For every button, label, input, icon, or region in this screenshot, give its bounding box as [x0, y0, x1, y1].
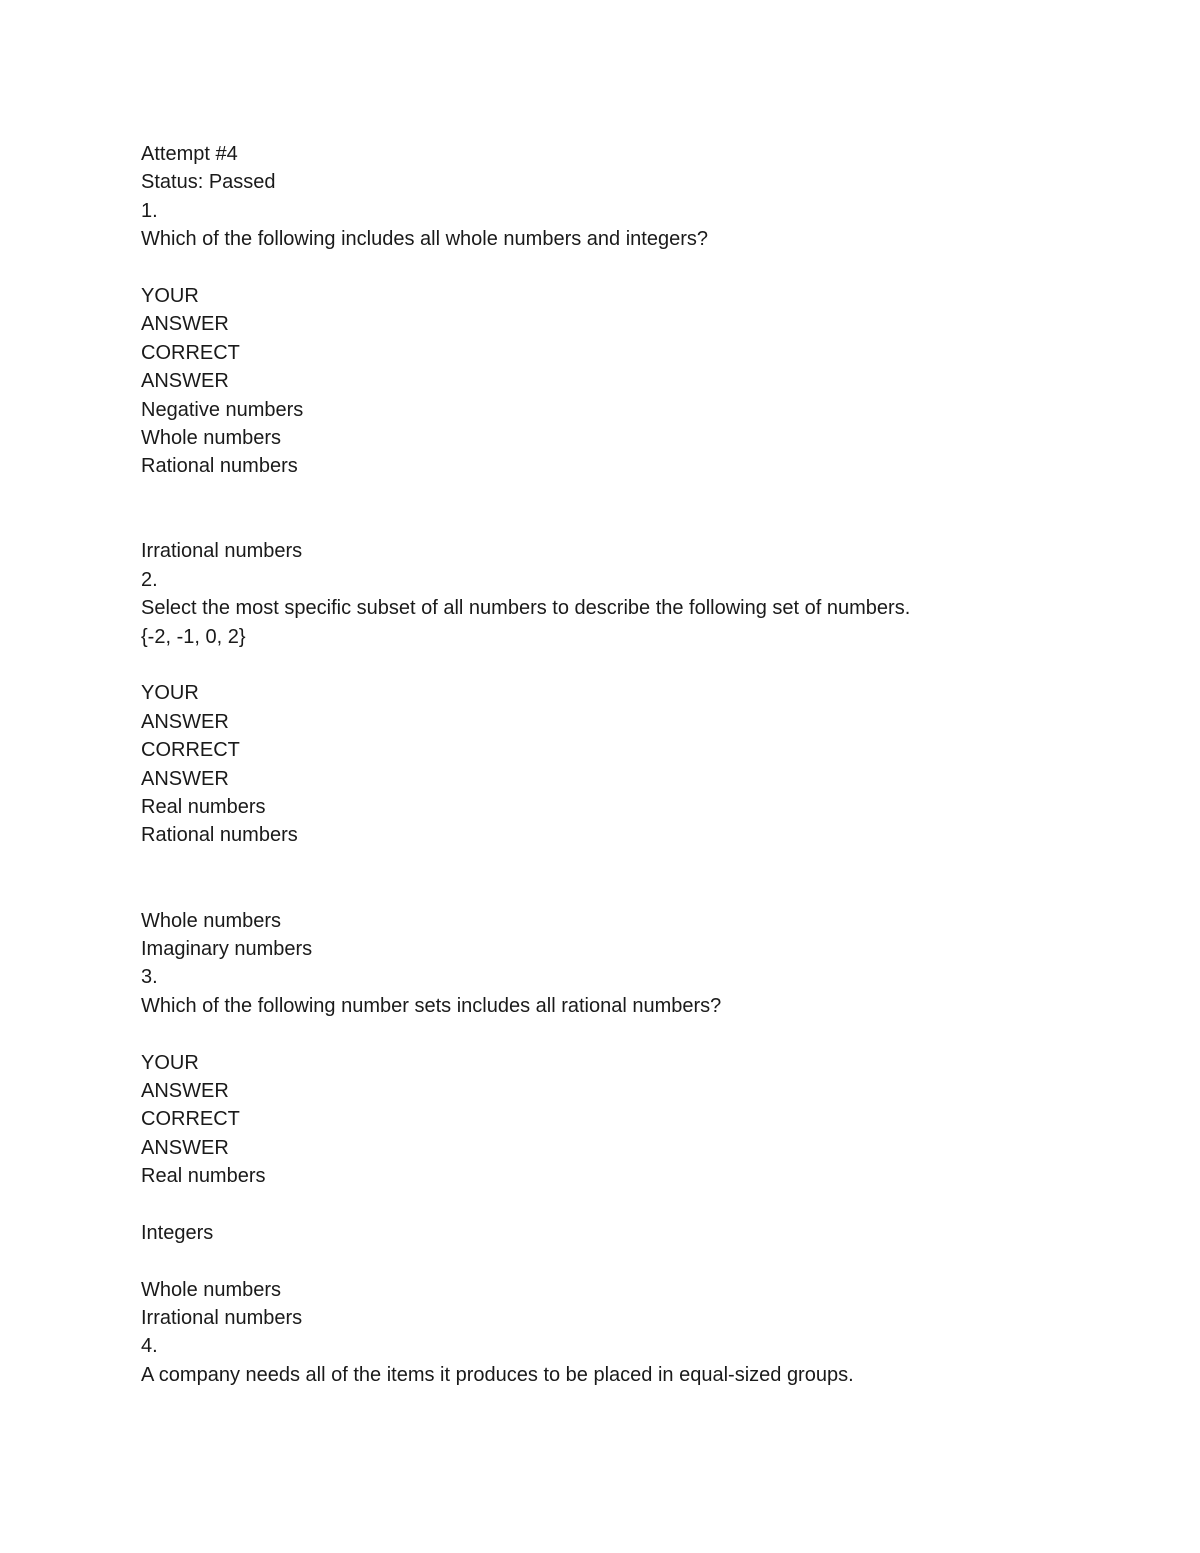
- spacer: [141, 1020, 1141, 1048]
- your-answer-label: YOUR: [141, 284, 199, 307]
- answer-option: Whole numbers: [141, 426, 282, 449]
- spacer: [141, 850, 1141, 878]
- answer-option: Irrational numbers: [141, 1307, 303, 1330]
- your-answer-label: YOUR: [141, 1051, 199, 1074]
- answer-option: Irrational numbers: [141, 540, 303, 563]
- answer-option: Rational numbers: [141, 455, 298, 478]
- question-text: A company needs all of the items it produces to be placed in equal-sized groups.: [141, 1363, 854, 1386]
- correct-answer-label: ANSWER: [141, 1136, 229, 1159]
- your-answer-label: ANSWER: [141, 710, 229, 733]
- answer-option: Whole numbers: [141, 1278, 282, 1301]
- question-number: 2.: [141, 568, 158, 591]
- spacer: [141, 1247, 1141, 1275]
- answer-option: Integers: [141, 1221, 214, 1244]
- answer-option: Negative numbers: [141, 398, 304, 421]
- question-text: Which of the following number sets includes all rational numbers?: [141, 994, 722, 1017]
- question-text: Which of the following includes all whole numbers and integers?: [141, 228, 708, 251]
- question-number: 1.: [141, 199, 158, 222]
- attempt-title: Attempt #4: [141, 143, 238, 165]
- your-answer-label: ANSWER: [141, 313, 229, 336]
- spacer: [141, 1190, 1141, 1218]
- correct-answer-label: ANSWER: [141, 370, 229, 393]
- correct-answer-label: CORRECT: [141, 1108, 240, 1131]
- your-answer-label: ANSWER: [141, 1079, 229, 1102]
- spacer: [141, 878, 1141, 906]
- answer-option: Real numbers: [141, 1165, 266, 1188]
- answer-option: Imaginary numbers: [141, 937, 313, 960]
- question-number: 4.: [141, 1335, 158, 1358]
- your-answer-label: YOUR: [141, 682, 199, 705]
- status-text: Status: Passed: [141, 171, 276, 194]
- answer-option: Whole numbers: [141, 909, 282, 932]
- spacer: [141, 481, 1141, 509]
- correct-answer-label: CORRECT: [141, 739, 240, 762]
- correct-answer-label: CORRECT: [141, 341, 240, 364]
- answer-option: Real numbers: [141, 795, 266, 818]
- question-text: Select the most specific subset of all numbers to describe the following set of numbers.: [141, 597, 911, 620]
- spacer: [141, 509, 1141, 537]
- question-number: 3.: [141, 966, 158, 989]
- document-body: [141, 140, 1141, 1389]
- correct-answer-label: ANSWER: [141, 767, 229, 790]
- spacer: [141, 651, 1141, 679]
- spacer: [141, 254, 1141, 282]
- answer-option: Rational numbers: [141, 824, 298, 847]
- number-set: {-2, -1, 0, 2}: [141, 625, 246, 648]
